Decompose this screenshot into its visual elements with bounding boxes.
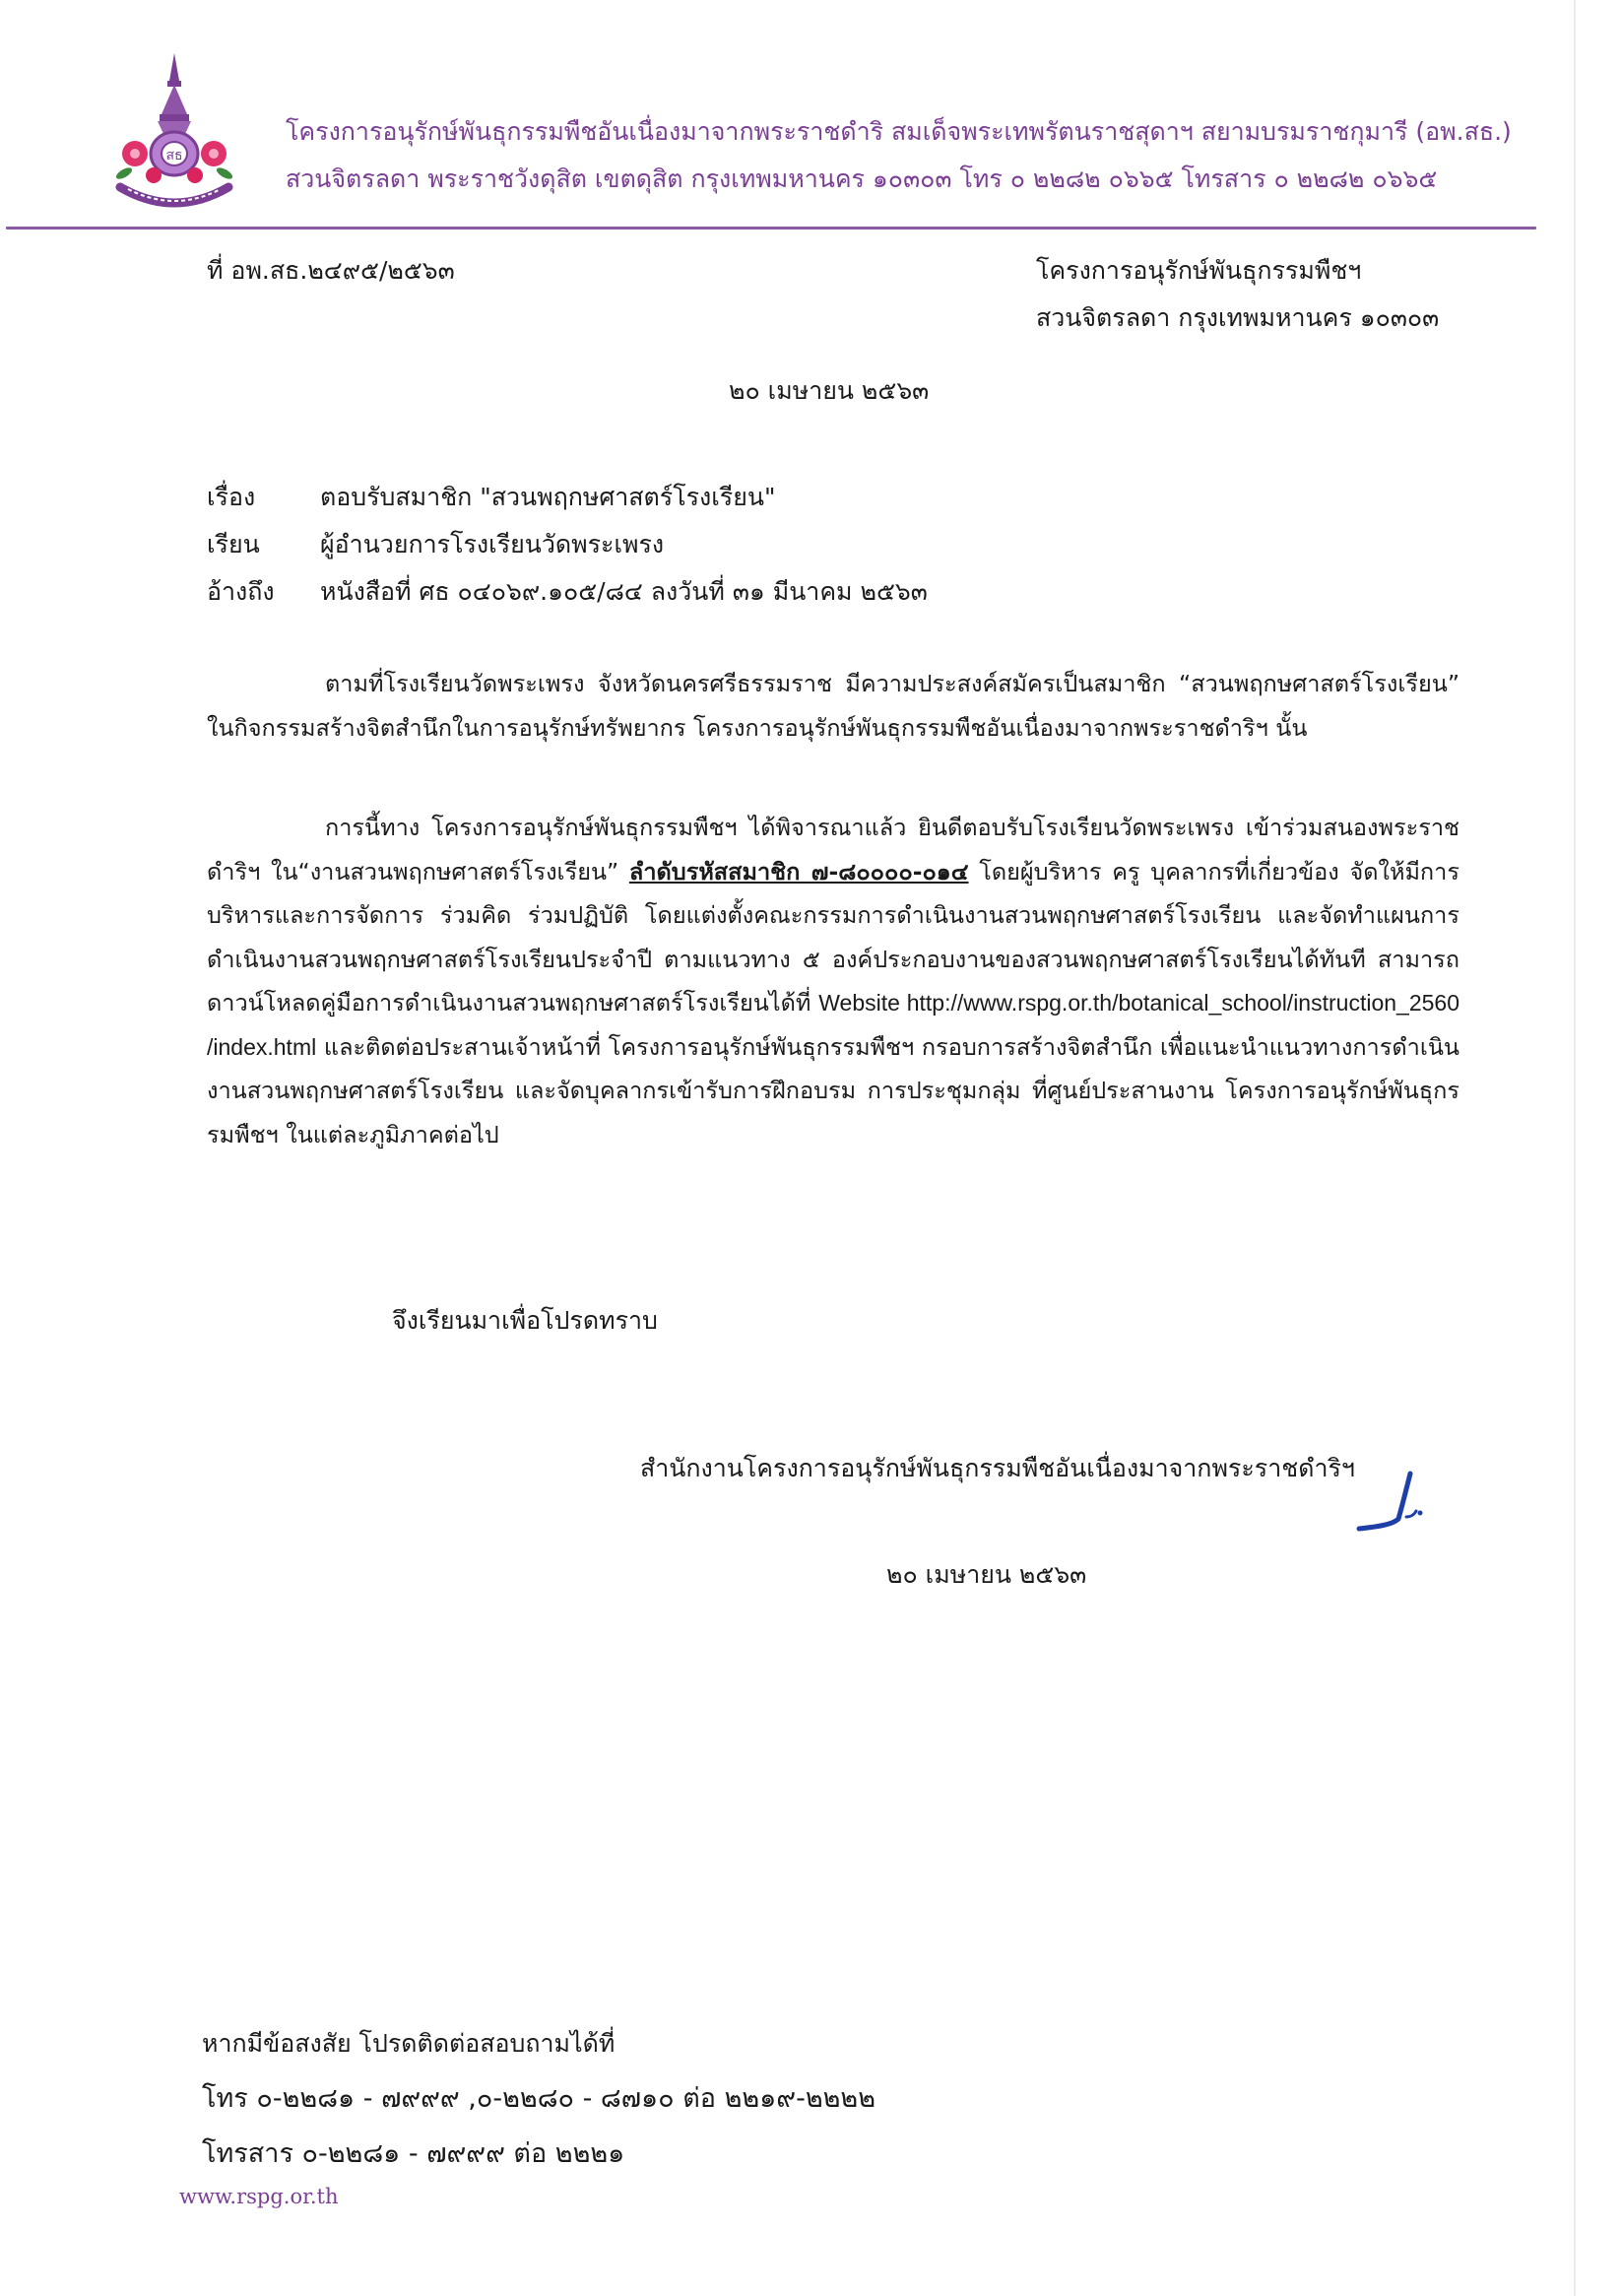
rspg-emblem-icon	[110, 51, 238, 217]
letterhead-address: สวนจิตรลดา พระราชวังดุสิต เขตดุสิต กรุงเทพมหานคร ๑๐๓๐๓ โทร ๐ ๒๒๘๒ ๐๖๖๕ โทรสาร ๐ ๒๒๘๒ ๐๖๖๕	[286, 164, 1438, 193]
paragraph-2-middle: โดยผู้บริหาร ครู บุคลากรที่เกี่ยวข้อง จัดให้มีการบริหารและการจัดการ ร่วมคิด ร่วมปฏิบัติ โดยแต่งตั้งคณะกรรมการดำเนินงานสวนพฤกษศาสตร์โรงเรียน และจัดทำแผนการดำเนินงานสวนพฤกษศาสตร์โรงเรียนประจำปี ตามแนวทาง ๕ องค์ประกอบงานของสวนพฤกษศาสตร์โรงเรียนได้ทันที สามารถดาวน์โหลดคู่มือการดำเนินงานสวนพฤกษศาสตร์โรงเรียนได้ที่	[207, 857, 1459, 1017]
sender-name: โครงการอนุรักษ์พันธุกรรมพืชฯ	[1036, 256, 1362, 285]
letterhead-divider	[6, 227, 1536, 230]
body-paragraph-1: ตามที่โรงเรียนวัดพระเพรง จังหวัดนครศรีธรรมราช มีความประสงค์สมัครเป็นสมาชิก “สวนพฤกษศาสตร์โรงเรียน” ในกิจกรรมสร้างจิตสำนึกในการอนุรักษ์ทรัพยากร โครงการอนุรักษ์พันธุกรรมพืชอันเนื่องมาจากพระราชดำริฯ นั้น	[207, 670, 1459, 742]
contact-inquiry: หากมีข้อสงสัย โปรดติดต่อสอบถามได้ที่	[202, 2029, 616, 2058]
recipient-text: ผู้อำนวยการโรงเรียนวัดพระเพรง	[320, 530, 665, 558]
footer-website-link[interactable]: www.rspg.or.th	[179, 2185, 339, 2208]
closing-line: จึงเรียนมาเพื่อโปรดทราบ	[392, 1306, 658, 1335]
recipient-label: เรียน	[207, 530, 260, 558]
subject-text: ตอบรับสมาชิก "สวนพฤกษศาสตร์โรงเรียน"	[320, 483, 776, 511]
contact-phone: โทร ๐-๒๒๘๑ - ๗๙๙๙ ,๐-๒๒๘๐ - ๘๗๑๐ ต่อ ๒๒๑๙-๒๒๒๒	[202, 2083, 876, 2114]
reference-number: ที่ อพ.สธ.๒๔๙๕/๒๕๖๓	[207, 256, 455, 285]
paragraph-2-end: และติดต่อประสานเจ้าหน้าที่ โครงการอนุรักษ์พันธุกรรมพืชฯ กรอบการสร้างจิตสำนึก เพื่อแนะนำแนวทางการดำเนินงานสวนพฤกษศาสตร์โรงเรียน และจัดบุคลากรเข้ารับการฝึกอบรม การประชุมกลุ่ม ที่ศูนย์ประสานงาน โครงการอนุรักษ์พันธุกรรมพืชฯ ในแต่ละภูมิภาคต่อไป	[207, 1032, 1459, 1148]
body-paragraph-2	[207, 806, 1459, 1156]
signing-office: สำนักงานโครงการอนุรักษ์พันธุกรรมพืชอันเนื่องมาจากพระราชดำริฯ	[640, 1454, 1355, 1482]
paragraph-2-intro: การนี้ทาง โครงการอนุรักษ์พันธุกรรมพืชฯ ได้พิจารณาแล้ว ยินดีตอบรับโรงเรียนวัดพระเพรง เข้าร่วมสนองพระราชดำริฯ ใน“งานสวนพฤกษศาสตร์โรงเรียน”	[207, 814, 1459, 886]
svg-text:สธ: สธ	[165, 148, 183, 164]
signature-mark-icon	[1349, 1468, 1438, 1537]
member-code: ลำดับรหัสสมาชิก ๗-๘๐๐๐๐-๐๑๔	[628, 857, 969, 886]
letter-date: ๒๐ เมษายน ๒๕๖๓	[729, 376, 930, 405]
contact-fax: โทรสาร ๐-๒๒๘๑ - ๗๙๙๙ ต่อ ๒๒๒๑	[202, 2138, 625, 2169]
sender-address: สวนจิตรลดา กรุงเทพมหานคร ๑๐๓๐๓	[1036, 303, 1440, 332]
subject-label: เรื่อง	[207, 483, 256, 511]
reference-document: หนังสือที่ ศธ ๐๔๐๖๙.๑๐๕/๘๔ ลงวันที่ ๓๑ มีนาคม ๒๕๖๓	[320, 577, 928, 606]
reference-label: อ้างถึง	[207, 577, 275, 606]
manual-website-link[interactable]: Website http://www.rspg.or.th/botanical_school/instruction_2560 /index.html	[207, 990, 1459, 1060]
signing-date: ๒๐ เมษายน ๒๕๖๓	[886, 1560, 1087, 1589]
letterhead-title: โครงการอนุรักษ์พันธุกรรมพืชอันเนื่องมาจากพระราชดำริ สมเด็จพระเทพรัตนราชสุดาฯ สยามบรมราชกุมารี (อพ.สธ.)	[286, 117, 1512, 146]
scan-edge-shadow	[1574, 0, 1576, 2296]
